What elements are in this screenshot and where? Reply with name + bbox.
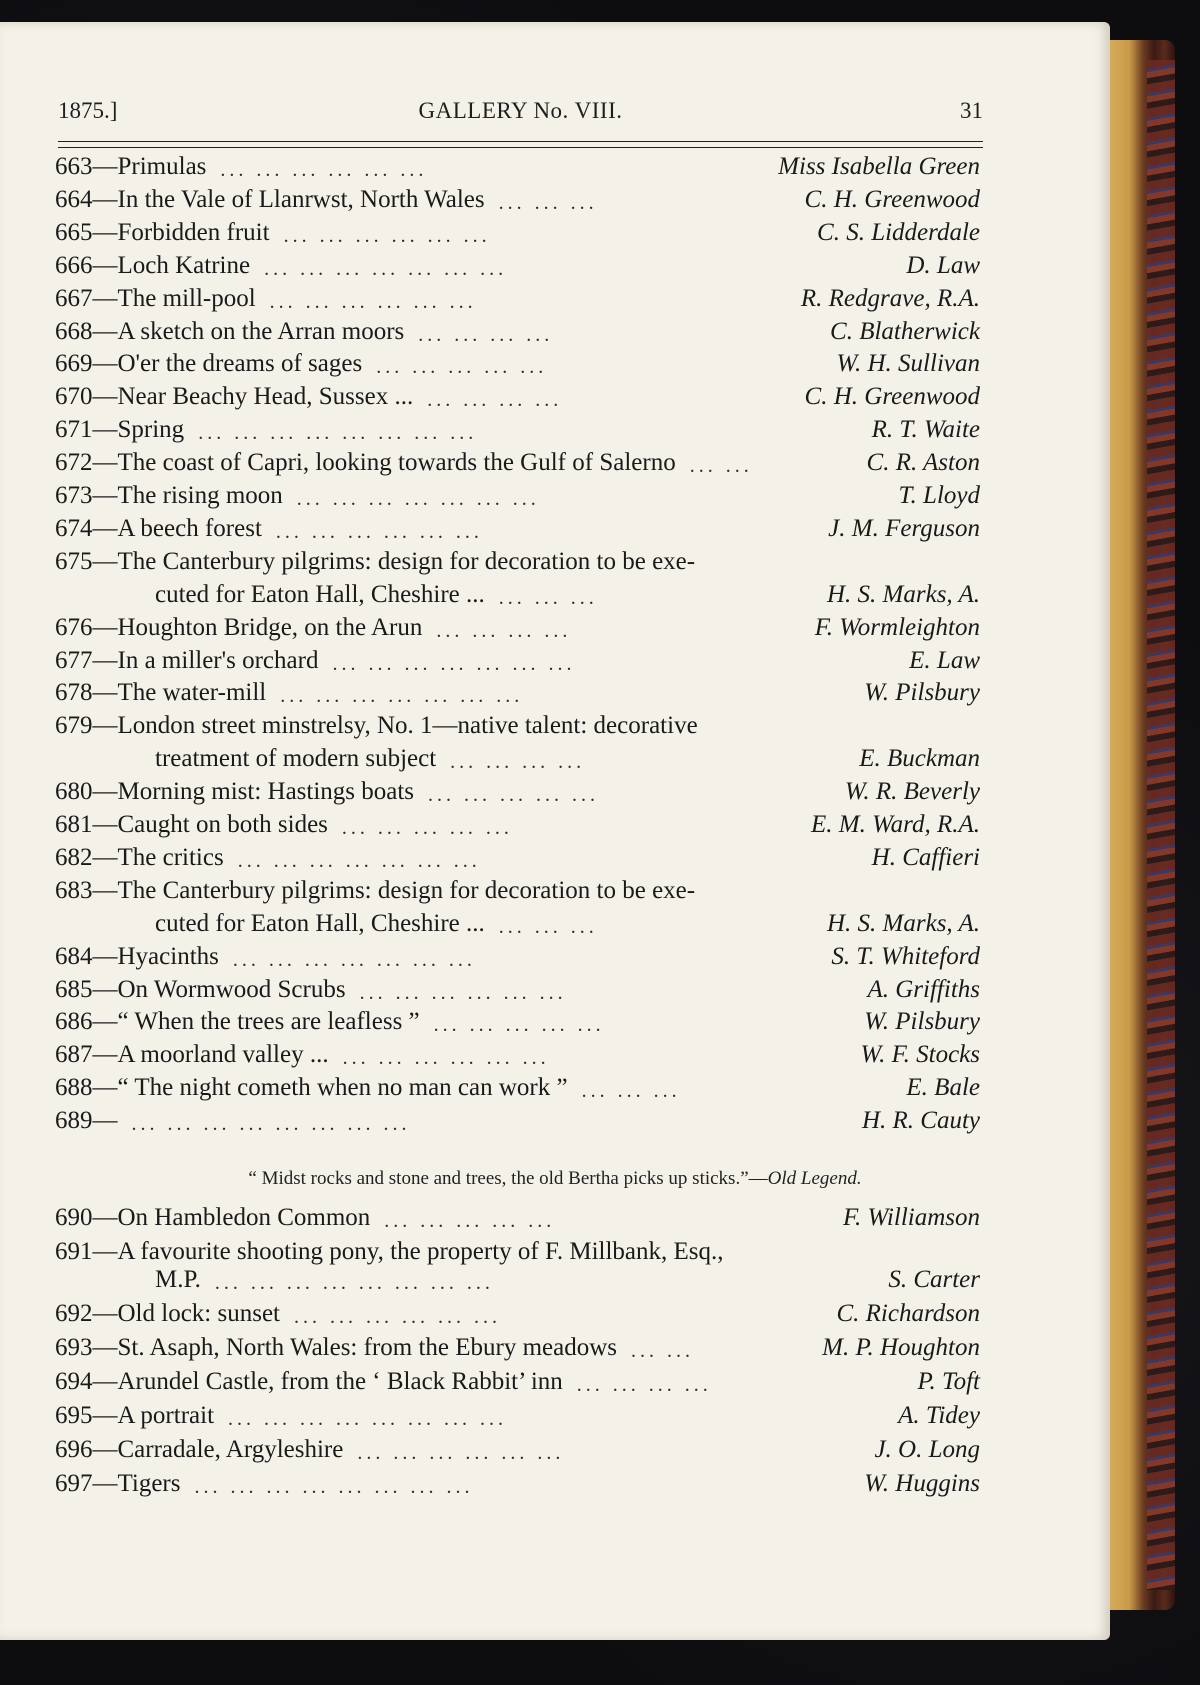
- entry-artist: J. M. Ferguson: [822, 515, 980, 543]
- catalogue-entry: [55, 383, 980, 417]
- leader-dots: ... ... ... ... ... ... ...: [296, 488, 540, 510]
- entry-artist: F. Williamson: [837, 1204, 980, 1232]
- catalogue-entry: [55, 614, 980, 648]
- leader-dots: ... ... ... ... ... ... ... ...: [131, 1113, 411, 1136]
- entry-title: 675—The Canterbury pilgrims: design for decoration to be exe-: [55, 547, 696, 575]
- catalogue-entry: [55, 252, 980, 286]
- leader-dots: ... ... ... ... ...: [433, 1014, 605, 1037]
- entry-title: 671—Spring: [55, 416, 185, 444]
- catalogue-entry: [55, 482, 980, 516]
- catalogue-entry: [55, 548, 980, 582]
- entry-title: 678—The water-mill: [55, 679, 267, 707]
- entry-artist: R. T. Waite: [866, 416, 980, 444]
- entry-title: 691—A favourite shooting pony, the property of F. Millbank, Esq.,: [55, 1238, 724, 1265]
- entry-title: 692—Old lock: sunset: [55, 1300, 280, 1327]
- catalogue-entry: [55, 1107, 980, 1141]
- catalogue-entry: [55, 877, 980, 911]
- entry-title: 697—Tigers: [55, 1470, 181, 1497]
- leader-dots: ... ... ...: [498, 915, 598, 938]
- entry-title: M.P.: [155, 1266, 201, 1293]
- leader-dots: ... ... ... ... ... ...: [220, 159, 428, 181]
- entry-artist: A. Tidey: [892, 1402, 980, 1430]
- catalogue-entry: [55, 449, 980, 483]
- entry-title: 682—The critics: [55, 843, 224, 871]
- leader-dots: ... ... ...: [581, 1080, 681, 1103]
- leader-dots: ... ... ... ... ... ...: [359, 981, 567, 1004]
- leader-dots: ... ... ... ...: [418, 323, 554, 346]
- catalogue-entry: [55, 1074, 980, 1108]
- entry-artist: W. R. Beverly: [839, 778, 980, 806]
- epigraph-source: Old Legend.: [767, 1168, 862, 1189]
- entry-title: 666—Loch Katrine: [55, 251, 251, 279]
- entry-artist: F. Wormleighton: [809, 614, 980, 642]
- leader-dots: ... ... ... ...: [427, 389, 563, 412]
- catalogue-entry: [55, 1334, 980, 1368]
- catalogue-entry: [55, 647, 980, 681]
- leader-dots: ... ... ... ... ... ... ... ...: [228, 1408, 508, 1430]
- marbled-edge: [1147, 60, 1175, 1590]
- entry-artist: Miss Isabella Green: [772, 153, 980, 181]
- catalogue-entry: [55, 679, 980, 713]
- entry-artist: T. Lloyd: [893, 482, 981, 510]
- entry-artist: C. S. Lidderdale: [811, 219, 980, 247]
- entry-artist: A. Griffiths: [861, 976, 980, 1004]
- entry-title: 689—: [55, 1107, 118, 1135]
- entry-title: cuted for Eaton Hall, Cheshire ...: [155, 580, 485, 608]
- leader-dots: ... ... ... ... ... ...: [269, 290, 477, 313]
- entry-artist: E. M. Ward, R.A.: [805, 811, 980, 839]
- leader-dots: ... ... ... ... ... ...: [357, 1442, 565, 1464]
- entry-title: 685—On Wormwood Scrubs: [55, 975, 346, 1003]
- entry-title: 680—Morning mist: Hastings boats: [55, 778, 415, 806]
- entry-artist: E. Bale: [900, 1074, 980, 1102]
- entry-title: cuted for Eaton Hall, Cheshire ...: [155, 909, 485, 937]
- catalogue-entry: [55, 186, 980, 220]
- entry-artist: W. Pilsbury: [858, 1008, 980, 1036]
- catalogue-entry: [55, 1204, 980, 1238]
- entry-artist: S. Carter: [882, 1266, 980, 1294]
- leader-dots: ... ... ... ... ... ... ... ...: [194, 1476, 474, 1498]
- epigraph-text: “ Midst rocks and stone and trees, the old Bertha picks up sticks.”—: [248, 1168, 768, 1189]
- catalogue-entry: [55, 943, 980, 977]
- entry-title: 684—Hyacinths: [55, 942, 219, 970]
- leader-dots: ... ... ... ... ... ... ... ...: [214, 1272, 494, 1294]
- leader-dots: ... ... ... ... ... ...: [283, 224, 491, 247]
- catalogue-entry: [55, 745, 980, 779]
- leader-dots: ... ... ... ... ... ...: [342, 1047, 550, 1070]
- leader-dots: ... ... ... ... ...: [384, 1210, 556, 1232]
- catalogue-entry: [55, 910, 980, 944]
- entry-artist: H. S. Marks, A.: [821, 910, 980, 938]
- entry-title: 677—In a miller's orchard: [55, 646, 319, 674]
- entry-title: 686—“ When the trees are leafless ”: [55, 1008, 420, 1036]
- entry-artist: W. Huggins: [858, 1470, 980, 1498]
- entry-title: 693—St. Asaph, North Wales: from the Ebury meadows: [55, 1334, 618, 1361]
- leader-dots: ... ... ... ...: [576, 1374, 712, 1396]
- catalogue-entry: [55, 811, 980, 845]
- entry-title: 683—The Canterbury pilgrims: design for decoration to be exe-: [55, 876, 696, 904]
- epigraph: [0, 1168, 1110, 1190]
- catalogue-entry: [55, 1368, 980, 1402]
- entry-artist: S. T. Whiteford: [825, 943, 980, 971]
- catalogue-entry: [55, 285, 980, 319]
- catalogue-entry: [55, 153, 980, 187]
- leader-dots: ... ... ... ...: [450, 751, 586, 774]
- entry-artist: W. Pilsbury: [858, 679, 980, 707]
- entry-artist: C. H. Greenwood: [799, 186, 980, 214]
- leader-dots: ... ... ... ... ...: [341, 817, 513, 839]
- entry-title: 676—Houghton Bridge, on the Arun: [55, 613, 423, 641]
- entry-title: 673—The rising moon: [55, 482, 283, 509]
- entry-artist: C. Richardson: [830, 1300, 980, 1328]
- entry-title: 668—A sketch on the Arran moors: [55, 317, 405, 345]
- entry-artist: P. Toft: [911, 1368, 980, 1396]
- entry-artist: H. R. Cauty: [856, 1107, 980, 1135]
- entry-title: 664—In the Vale of Llanrwst, North Wales: [55, 185, 485, 213]
- entry-title: 695—A portrait: [55, 1402, 215, 1429]
- entry-title: 690—On Hambledon Common: [55, 1204, 371, 1231]
- leader-dots: ... ...: [631, 1340, 695, 1362]
- catalogue-entry: [55, 1470, 980, 1504]
- entry-artist: C. H. Greenwood: [799, 383, 980, 411]
- entry-title: 667—The mill-pool: [55, 284, 256, 312]
- catalogue-entry: [55, 581, 980, 615]
- leader-dots: ... ... ... ... ... ... ...: [332, 652, 576, 675]
- catalogue-entry: [55, 515, 980, 549]
- leader-dots: ... ... ...: [498, 191, 598, 214]
- catalogue-entry: [55, 350, 980, 384]
- catalogue-entry: [55, 712, 980, 746]
- entry-artist: J. O. Long: [868, 1436, 980, 1464]
- entry-artist: R. Redgrave, R.A.: [795, 285, 980, 313]
- catalogue-entry: [55, 1300, 980, 1334]
- entry-artist: C. R. Aston: [861, 449, 980, 477]
- catalogue-entry: [55, 778, 980, 812]
- entry-title: 696—Carradale, Argyleshire: [55, 1436, 344, 1463]
- entry-artist: E. Buckman: [853, 745, 980, 773]
- leader-dots: ... ... ... ... ... ... ...: [264, 257, 508, 280]
- leader-dots: ... ... ... ... ... ... ... ...: [198, 422, 478, 445]
- leader-dots: ... ... ... ... ... ...: [275, 520, 483, 543]
- leader-dots: ... ...: [689, 455, 753, 478]
- header-rule: [58, 141, 983, 148]
- entry-artist: C. Blatherwick: [824, 318, 980, 346]
- entry-artist: D. Law: [900, 252, 980, 280]
- catalogue-entry: [55, 1436, 980, 1470]
- entry-title: 663—Primulas: [55, 153, 207, 180]
- entry-title: 688—“ The night cometh when no man can work ”: [55, 1074, 568, 1102]
- catalogue-entry: [55, 976, 980, 1010]
- catalogue-entry: [55, 1008, 980, 1042]
- catalogue-entry: [55, 318, 980, 352]
- catalogue-entry: [55, 1266, 980, 1300]
- leader-dots: ... ... ... ... ... ...: [294, 1306, 501, 1328]
- entry-artist: W. H. Sullivan: [830, 350, 980, 378]
- leader-dots: ... ... ... ... ...: [376, 356, 548, 379]
- page-number: 31: [960, 98, 983, 123]
- header-year: 1875.]: [58, 98, 118, 123]
- entry-title: 669—O'er the dreams of sages: [55, 350, 363, 378]
- catalogue-entry: [55, 219, 980, 253]
- entry-title: 670—Near Beachy Head, Sussex ...: [55, 383, 414, 411]
- leader-dots: ... ... ... ...: [436, 619, 572, 642]
- entry-title: 665—Forbidden fruit: [55, 218, 270, 246]
- leader-dots: ... ... ... ... ... ... ...: [232, 948, 476, 971]
- entry-title: 681—Caught on both sides: [55, 811, 328, 838]
- book-page-edges: [1105, 40, 1175, 1610]
- leader-dots: ... ... ... ... ... ... ...: [280, 685, 524, 708]
- entry-title: treatment of modern subject: [155, 745, 437, 773]
- page-header: [58, 98, 983, 128]
- entry-title: 679—London street minstrelsy, No. 1—native talent: decorative: [55, 712, 698, 740]
- entry-title: 672—The coast of Capri, looking towards the Gulf of Salerno: [55, 449, 676, 477]
- entry-artist: W. F. Stocks: [855, 1041, 980, 1069]
- catalogue-entry: [55, 1402, 980, 1436]
- entry-artist: M. P. Houghton: [816, 1334, 980, 1362]
- entry-artist: E. Law: [903, 647, 980, 675]
- entry-artist: H. Caffieri: [866, 844, 980, 872]
- entry-artist: H. S. Marks, A.: [821, 581, 980, 609]
- leader-dots: ... ... ... ... ...: [428, 784, 600, 807]
- catalogue-entry: [55, 1041, 980, 1075]
- entry-title: 687—A moorland valley ...: [55, 1041, 329, 1069]
- catalogue-entry: [55, 844, 980, 878]
- leader-dots: ... ... ...: [498, 586, 598, 609]
- catalogue-entry: [55, 416, 980, 450]
- entry-title: 694—Arundel Castle, from the ‘ Black Rabbit’ inn: [55, 1368, 563, 1395]
- leader-dots: ... ... ... ... ... ... ...: [237, 849, 481, 872]
- entry-title: 674—A beech forest: [55, 514, 262, 542]
- header-title: GALLERY No. VIII.: [418, 98, 623, 123]
